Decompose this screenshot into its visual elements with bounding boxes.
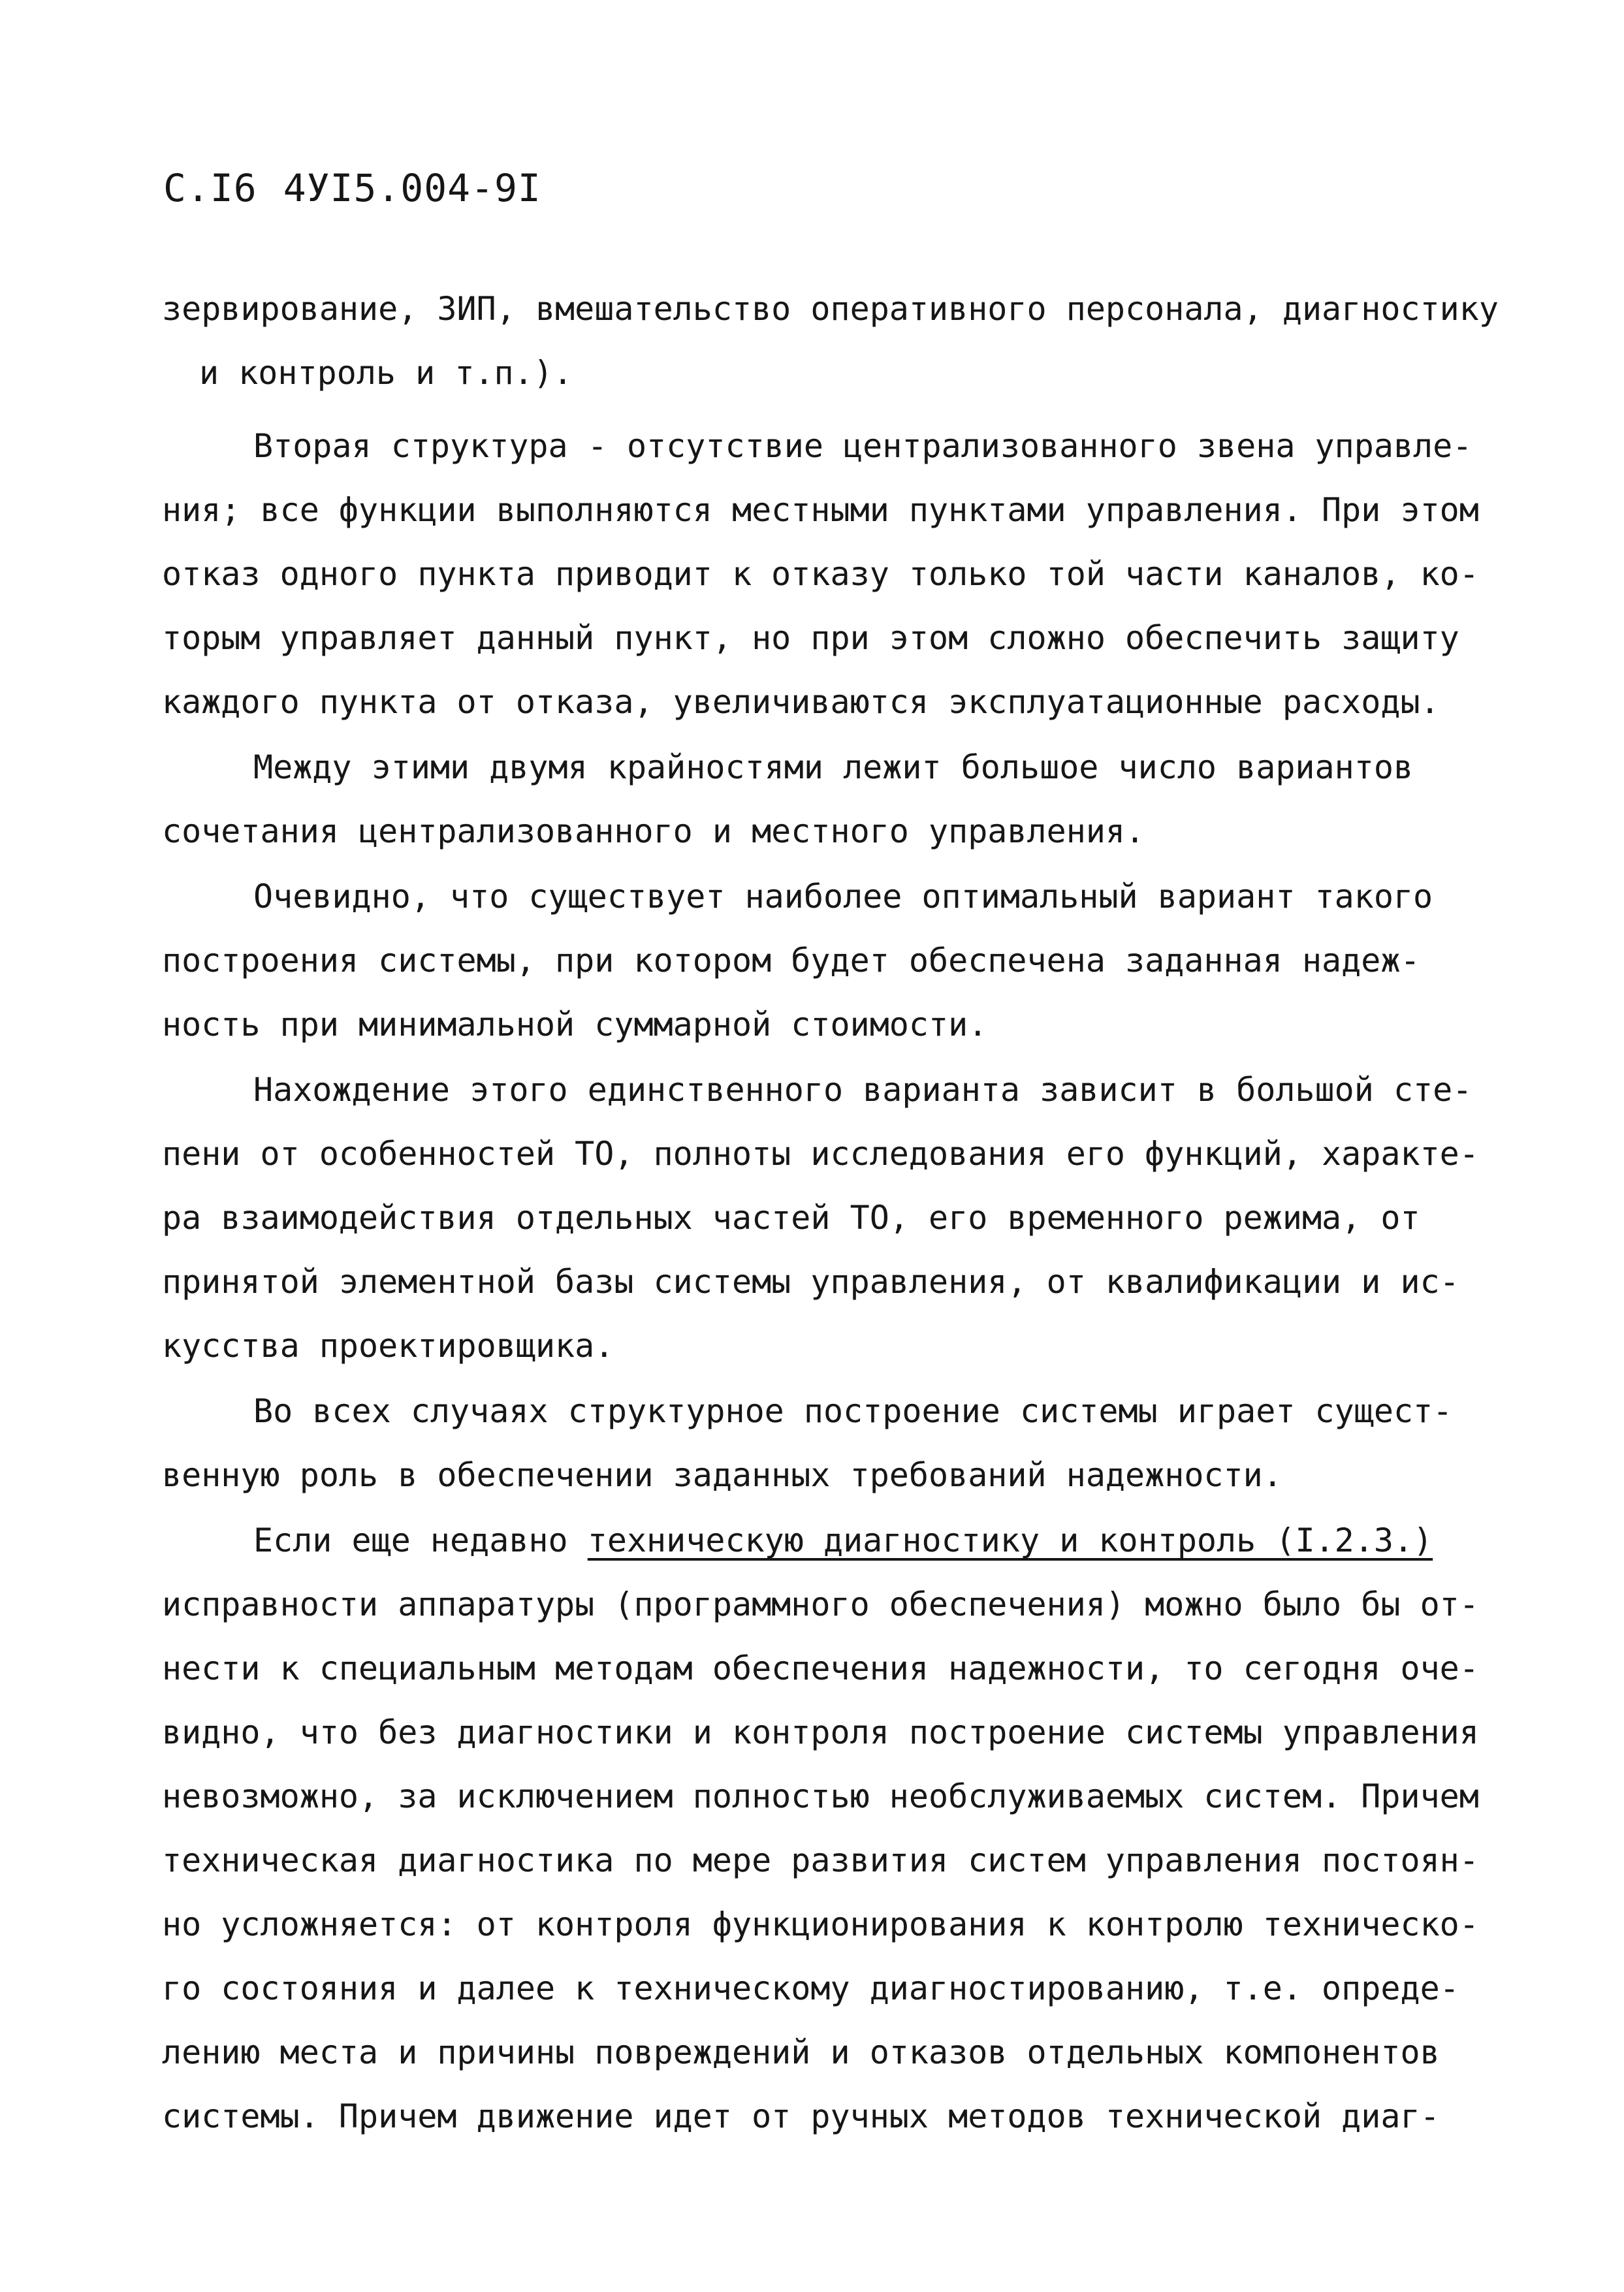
text-line-12: ность при минимальной суммарной стоимости.: [162, 1006, 988, 1043]
text-line-24: невозможно, за исключением полностью необслуживаемых систем. Причем: [162, 1777, 1479, 1815]
underlined-reference: техническую диагностику и контроль (I.2.3.): [587, 1521, 1433, 1559]
text-line-20-start: Если еще недавно: [253, 1521, 588, 1559]
text-line-23: видно, что без диагностики и контроля построение системы управления: [162, 1713, 1479, 1751]
text-line-9: сочетания централизованного и местного управления.: [162, 812, 1145, 850]
page-number: С.I6: [163, 166, 257, 210]
text-line-6: торым управляет данный пункт, но при этом сложно обеспечить защиту: [162, 619, 1459, 657]
text-line-15: ра взаимодействия отдельных частей ТО, его временного режима, от: [162, 1199, 1420, 1237]
text-line-26: но усложняется: от контроля функционирования к контролю техническо-: [162, 1905, 1479, 1943]
text-line-10: Очевидно, что существует наиболее оптимальный вариант такого: [253, 878, 1433, 915]
text-line-7: каждого пункта от отказа, увеличиваются эксплуатационные расходы.: [162, 683, 1440, 721]
text-line-20: [253, 1518, 1433, 1563]
page-header: [163, 162, 541, 214]
document-code: 4УI5.004-9I: [283, 166, 541, 210]
text-line-16: принятой элементной базы системы управления, от квалификации и ис-: [162, 1263, 1459, 1301]
text-line-8: Между этими двумя крайностями лежит большое число вариантов: [253, 748, 1414, 786]
text-line-2: и контроль и т.п.).: [199, 354, 573, 392]
text-line-13: Нахождение этого единственного варианта зависит в большой сте-: [253, 1071, 1473, 1109]
text-line-4: ния; все функции выполняются местными пунктами управления. При этом: [162, 491, 1479, 529]
text-line-22: нести к специальным методам обеспечения надежности, то сегодня оче-: [162, 1649, 1479, 1687]
text-line-14: пени от особенностей ТО, полноты исследования его функций, характе-: [162, 1135, 1479, 1173]
text-line-19: венную роль в обеспечении заданных требований надежности.: [162, 1456, 1282, 1494]
text-line-17: кусства проектировщика.: [162, 1327, 614, 1365]
text-line-11: построения системы, при котором будет обеспечена заданная надеж-: [162, 942, 1420, 979]
text-line-29: системы. Причем движение идет от ручных методов технической диаг-: [162, 2097, 1440, 2135]
text-line-18: Во всех случаях структурное построение системы играет сущест-: [253, 1392, 1453, 1430]
text-line-28: лению места и причины повреждений и отказов отдельных компонентов: [162, 2033, 1440, 2071]
text-line-1: зервирование, ЗИП, вмешательство оперативного персонала, диагностику: [162, 290, 1499, 328]
text-line-3: Вторая структура - отсутствие централизованного звена управле-: [253, 427, 1473, 465]
text-line-21: исправности аппаратуры (программного обеспечения) можно было бы от-: [162, 1585, 1479, 1623]
text-line-27: го состояния и далее к техническому диагностированию, т.е. опреде-: [162, 1969, 1459, 2007]
text-line-5: отказ одного пункта приводит к отказу только той части каналов, ко-: [162, 555, 1479, 593]
text-line-25: техническая диагностика по мере развития систем управления постоян-: [162, 1841, 1479, 1879]
